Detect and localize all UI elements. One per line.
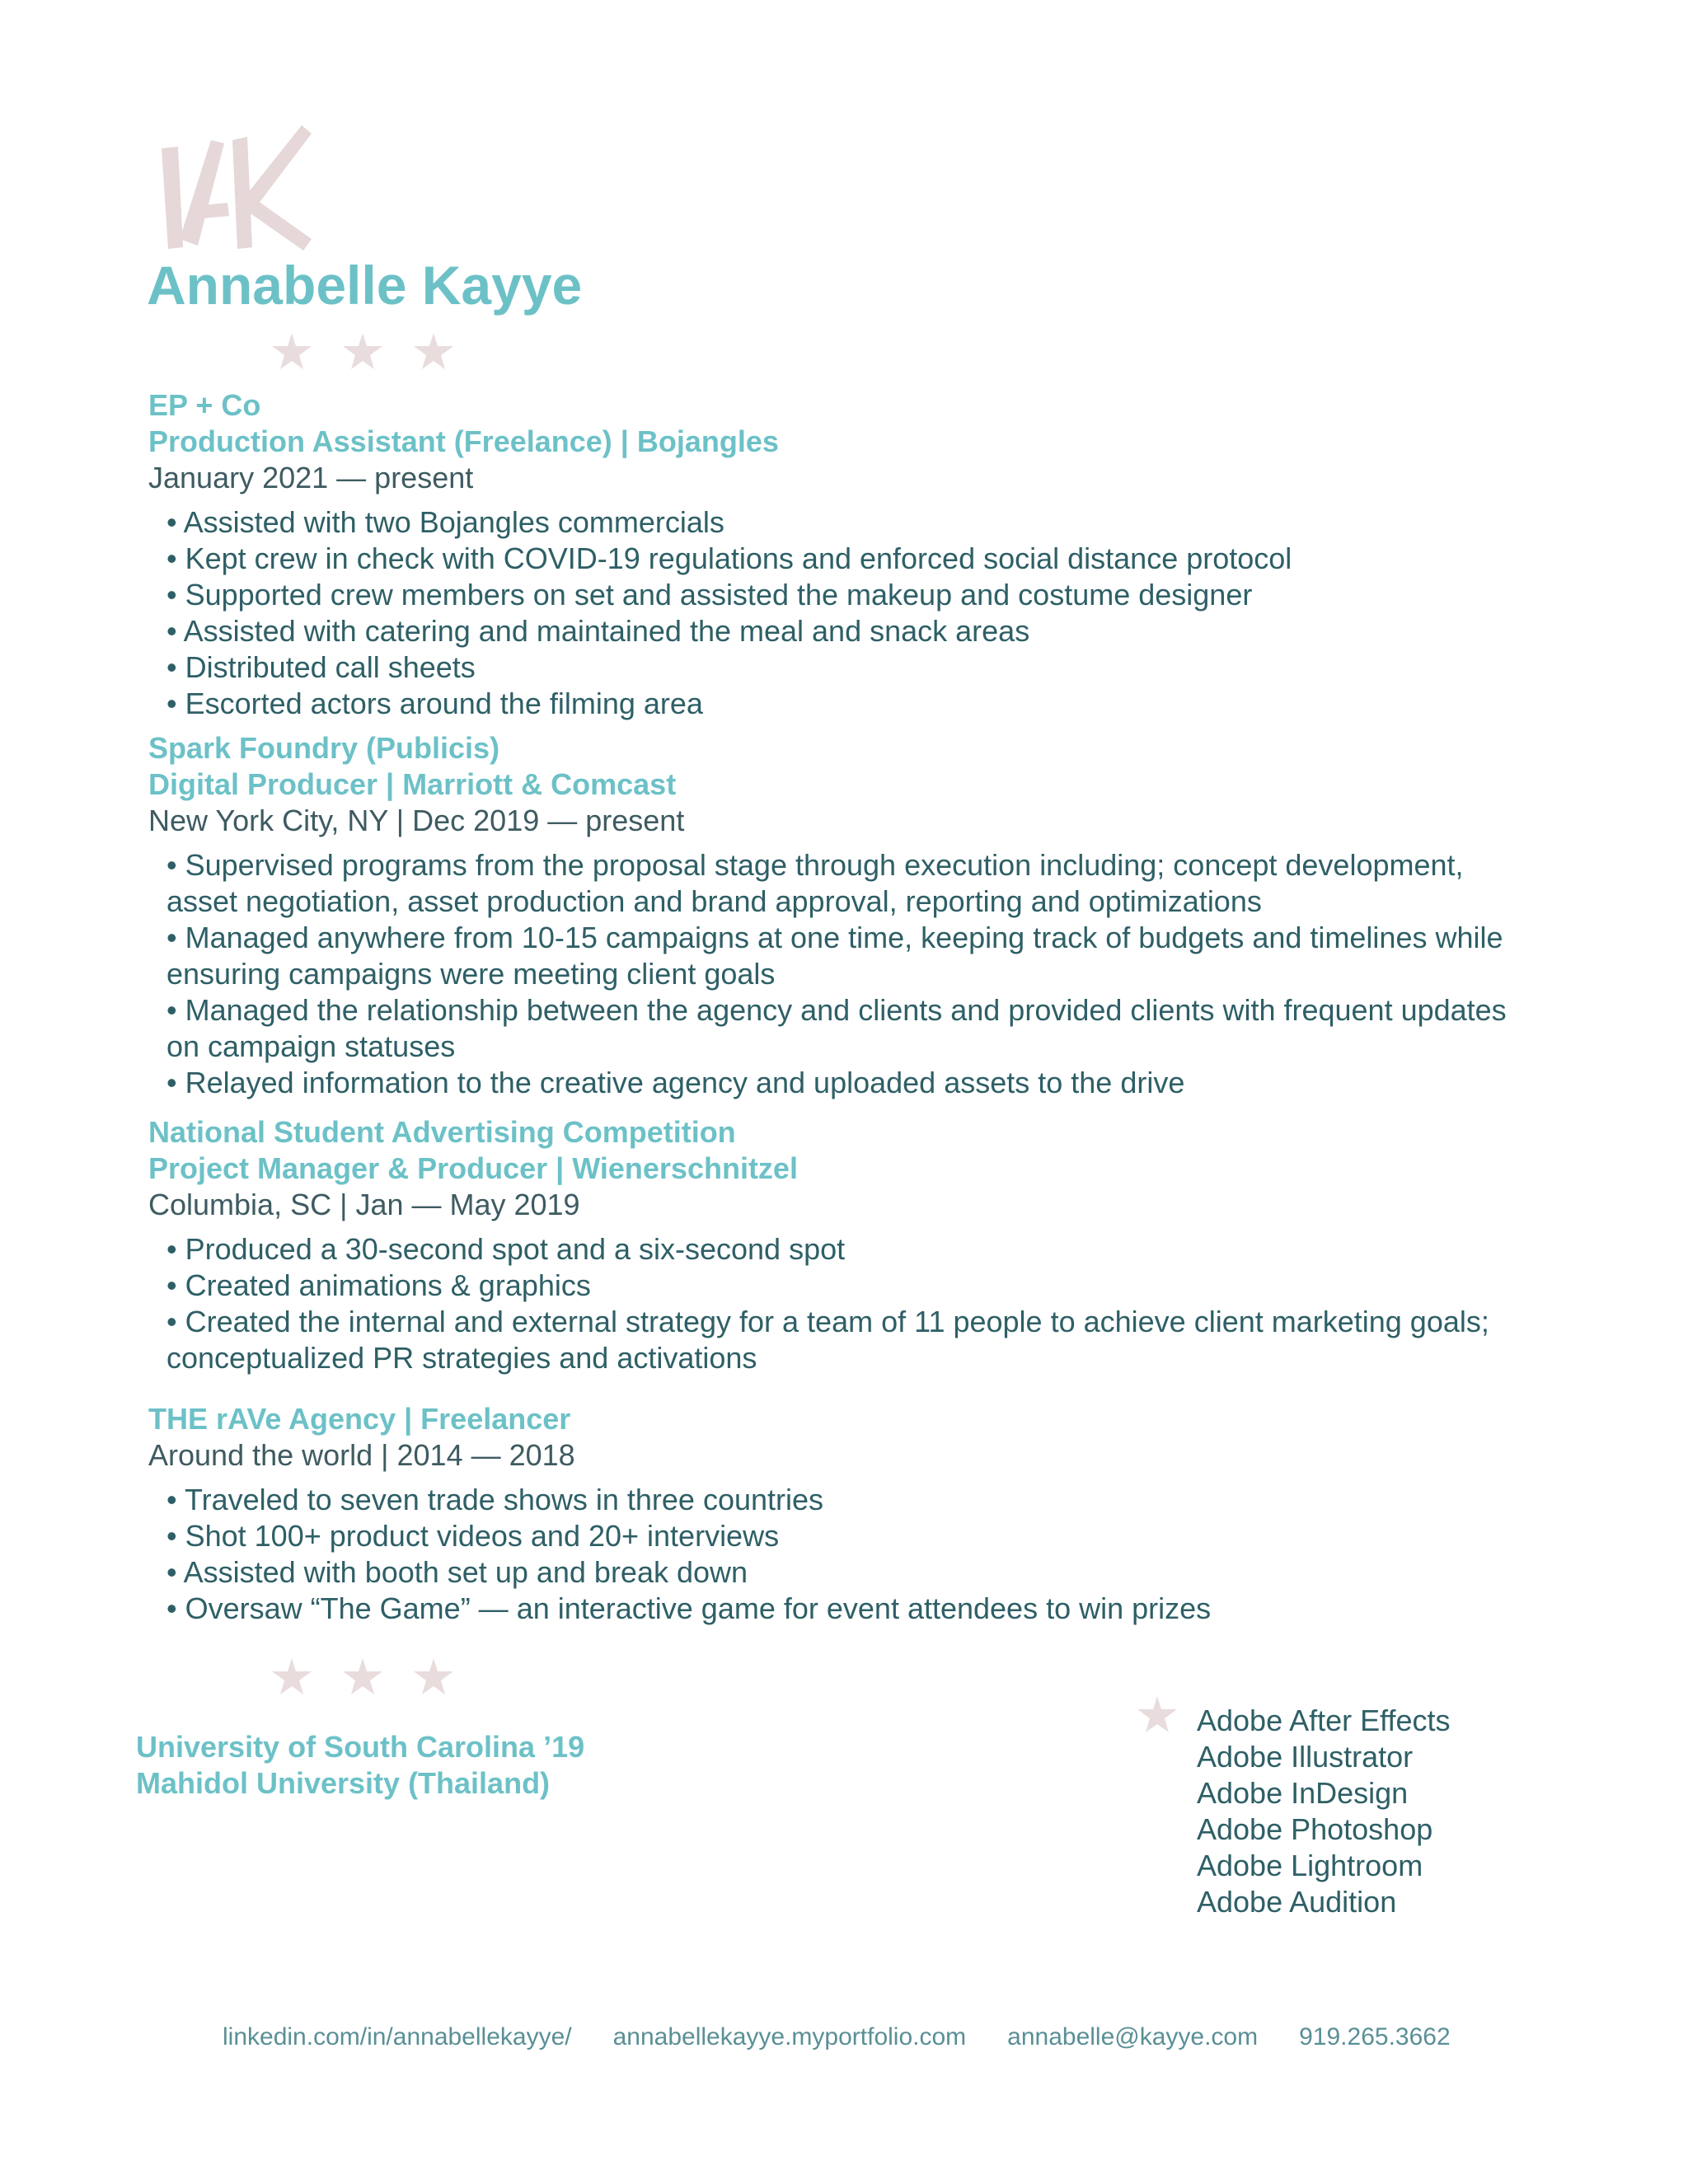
bullet-item: • Assisted with catering and maintained the meal and snack areas	[166, 614, 1030, 648]
job-title: Digital Producer | Marriott & Comcast	[148, 767, 677, 801]
bullet-item: • Escorted actors around the filming area	[166, 687, 703, 720]
star-icon	[340, 330, 386, 374]
education-item: Mahidol University (Thailand)	[136, 1766, 551, 1800]
job-bullets	[148, 504, 1550, 722]
experience-ep-co	[148, 387, 1550, 722]
company-name: National Student Advertising Competition	[148, 1115, 736, 1149]
job-dates: January 2021 — present	[148, 461, 474, 494]
skills-section	[1197, 1703, 1451, 1920]
bullet-item: • Created the internal and external strategy for a team of 11 people to achieve client marketing goals; conceptualized PR strategies and activations	[166, 1305, 1489, 1375]
bullet-item: • Kept crew in check with COVID-19 regulations and enforced social distance protocol	[166, 541, 1292, 575]
contact-footer	[223, 2021, 1451, 2054]
candidate-name: Annabelle Kayye	[147, 255, 583, 316]
experience-nsac	[148, 1114, 1550, 1376]
job-title: THE rAVe Agency | Freelancer	[148, 1402, 571, 1436]
bullet-item: • Managed the relationship between the agency and clients and provided clients with frequent updates on campaign statuses	[166, 993, 1507, 1063]
job-dates: Around the world | 2014 — 2018	[148, 1438, 575, 1472]
job-bullets	[148, 847, 1550, 1101]
star-icon	[269, 1655, 315, 1699]
job-title: Project Manager & Producer | Wienerschnitzel	[148, 1151, 798, 1185]
education-section	[136, 1729, 584, 1802]
skill-item: Adobe After Effects	[1197, 1704, 1451, 1737]
skill-item: Adobe Audition	[1197, 1885, 1397, 1919]
bullet-item: • Managed anywhere from 10-15 campaigns at one time, keeping track of budgets and timelines while ensuring campaigns were meeting client goals	[166, 921, 1503, 991]
linkedin-link[interactable]: linkedin.com/in/annabellekayye/	[223, 2023, 572, 2050]
skill-item: Adobe InDesign	[1197, 1776, 1409, 1810]
star-icon	[410, 1655, 457, 1699]
star-icon	[410, 330, 457, 374]
monogram-logo	[147, 115, 320, 255]
star-icon	[340, 1655, 386, 1699]
company-name: Spark Foundry (Publicis)	[148, 731, 500, 765]
experience-rave-agency	[148, 1401, 1550, 1627]
job-bullets	[148, 1482, 1550, 1627]
job-title: Production Assistant (Freelance) | Bojangles	[148, 424, 779, 458]
job-bullets	[148, 1231, 1550, 1376]
bullet-item: • Produced a 30-second spot and a six-second spot	[166, 1232, 846, 1266]
bullet-item: • Assisted with booth set up and break down	[166, 1555, 748, 1589]
bullet-item: • Traveled to seven trade shows in three countries	[166, 1483, 824, 1516]
bullet-item: • Shot 100+ product videos and 20+ interviews	[166, 1519, 780, 1553]
bullet-item: • Supported crew members on set and assisted the makeup and costume designer	[166, 578, 1253, 612]
skill-item: Adobe Lightroom	[1197, 1849, 1423, 1882]
phone-number: 919.265.3662	[1299, 2023, 1451, 2050]
job-dates: New York City, NY | Dec 2019 — present	[148, 804, 685, 837]
experience-spark-foundry	[148, 730, 1550, 1101]
divider-stars-bottom	[269, 1655, 457, 1699]
bullet-item: • Assisted with two Bojangles commercials	[166, 505, 724, 539]
company-name: EP + Co	[148, 388, 261, 422]
bullet-item: • Oversaw “The Game” — an interactive game for event attendees to win prizes	[166, 1591, 1212, 1625]
portfolio-link[interactable]: annabellekayye.myportfolio.com	[612, 2023, 967, 2050]
skill-item: Adobe Illustrator	[1197, 1740, 1414, 1774]
education-item: University of South Carolina ’19	[136, 1730, 585, 1764]
bullet-item: • Distributed call sheets	[166, 650, 476, 684]
star-icon	[1134, 1693, 1180, 1737]
job-dates: Columbia, SC | Jan — May 2019	[148, 1188, 580, 1221]
email-link[interactable]: annabelle@kayye.com	[1007, 2023, 1259, 2050]
bullet-item: • Supervised programs from the proposal stage through execution including; concept development, asset negotiation, asset production and brand approval, reporting and optimizations	[166, 848, 1464, 918]
skill-item: Adobe Photoshop	[1197, 1812, 1433, 1846]
bullet-item: • Relayed information to the creative agency and uploaded assets to the drive	[166, 1066, 1185, 1099]
divider-stars-top	[269, 330, 457, 374]
bullet-item: • Created animations & graphics	[166, 1268, 591, 1302]
star-icon	[269, 330, 315, 374]
